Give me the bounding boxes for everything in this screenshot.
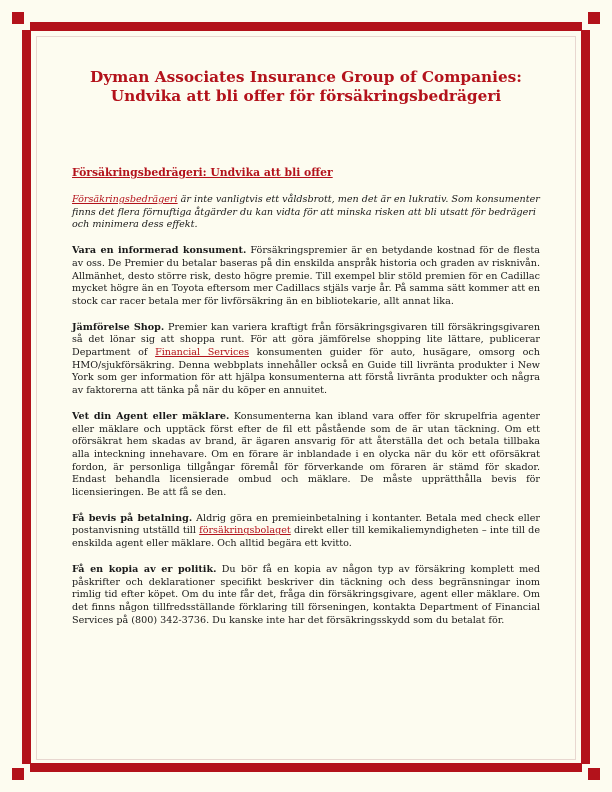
frame-corner-bottom-right xyxy=(588,768,600,780)
section-heading: Få bevis på betalning. xyxy=(72,512,193,524)
section-policy-copy xyxy=(72,564,540,628)
title-line-2: Undvika att bli offer för försäkringsbedrägeri xyxy=(110,87,502,105)
section-heading: Vara en informerad konsument. xyxy=(72,245,247,257)
insurance-company-link[interactable]: försäkringsbolaget xyxy=(199,525,291,537)
section-informed-consumer xyxy=(72,245,540,309)
intro-link[interactable]: Försäkringsbedrägeri xyxy=(72,194,178,205)
section-proof-of-payment xyxy=(72,513,540,551)
document-content xyxy=(72,68,540,627)
title-line-1: Dyman Associates Insurance Group of Companies: xyxy=(90,68,522,86)
section-text: konsumenten guider för auto, husägare, omsorg och HMO/sjukförsäkring. Denna webbplats innehåller också en Guide till livränta produkter i New York som ger information för att hjälpa konsumenterna att förstå livränta produkter och några av faktorerna att tänka på när du köper en annuitet. xyxy=(72,347,540,397)
section-text: direkt eller till kemikaliemyndigheten – inte till de enskilda agent eller mäklare. Och alltid begära ett kvitto. xyxy=(72,525,540,550)
financial-services-link[interactable]: Financial Services xyxy=(155,347,250,359)
frame-corner-top-right xyxy=(588,12,600,24)
frame-right xyxy=(581,30,590,764)
section-text: Premier kan variera kraftigt från försäkringsgivaren till försäkringsgivaren så det lönar sig att shoppa runt. För att göra jämförelse shopping lite lättare, publicerar Department of xyxy=(72,321,540,359)
frame-corner-top-left xyxy=(12,12,24,24)
section-heading: Få en kopia av er politik. xyxy=(72,563,217,575)
section-comparison-shop xyxy=(72,322,540,398)
intro-text: är inte vanligtvis ett våldsbrott, men det är en lukrativ. Som konsumenter finns det flera förnuftiga åtgärder du kan vidta för att minska risken att bli utsatt för bedrägeri och minimera dess effekt. xyxy=(72,194,540,231)
section-text: Försäkringspremier är en betydande kostnad för de flesta av oss. De Premier du betalar baseras på din enskilda anspråk historia och graden av risknivån. Allmänhet, desto större risk, desto högre premie. Till exempel blir stöld premien för en Cadillac mycket högre än en Toyota eftersom mer Cadillacs stjäls varje år. På samma sätt kommer att en stock car racer betala mer för livförsäkring än en bibliotekarie, allt annat lika. xyxy=(72,245,540,307)
section-know-agent xyxy=(72,411,540,500)
frame-bottom xyxy=(30,763,582,772)
section-text: Konsumenterna kan ibland vara offer för skrupelfria agenter eller mäklare och upptäck först efter de fil ett påstående som de är utan täckning. Om ett oförsäkrat hem skadas av brand, är ägaren ansvarig för att återställa det och betala tillbaka alla inteckning innehavare. Om en förare är inblandade i en olycka när du kör ett oförsäkrat fordon, är personliga tillgångar föremål för förverkande om föraren är stämd för skador. Endast behandla licensierade ombud och mäklare. De måste upprätthålla bevis för licensieringen. Be att få se den. xyxy=(72,410,540,499)
intro-paragraph xyxy=(72,194,540,232)
frame-corner-bottom-left xyxy=(12,768,24,780)
section-subheading: Försäkringsbedrägeri: Undvika att bli offer xyxy=(72,166,333,179)
document-title xyxy=(72,68,540,106)
section-text: Aldrig göra en premieinbetalning i kontanter. Betala med check eller postanvisning utställd till xyxy=(72,512,540,537)
frame-top xyxy=(30,22,582,31)
section-heading: Jämförelse Shop. xyxy=(72,321,165,333)
section-heading: Vet din Agent eller mäklare. xyxy=(72,410,230,422)
frame-left xyxy=(22,30,31,764)
section-text: Du bör få en kopia av någon typ av försäkring komplett med påskrifter och deklarationer specifikt beskriver din täckning och dess begränsningar inom rimlig tid efter köpet. Om du inte får det, fråga din försäkringsgivare, agent eller mäklare. Om det finns någon tillfredsställande förklaring till förseningen, kontakta Department of Financial Services på (800) 342-3736. Du kanske inte har det försäkringsskydd som du betalat för. xyxy=(72,563,540,626)
